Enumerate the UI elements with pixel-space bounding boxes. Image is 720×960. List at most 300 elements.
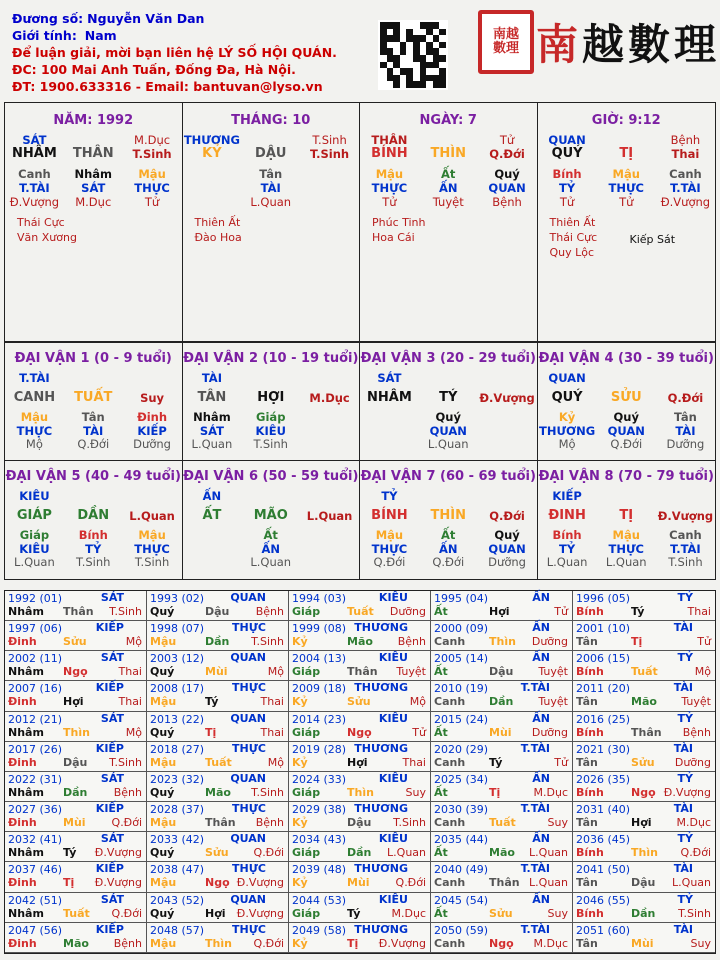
year-branch: Hợi [347, 755, 368, 769]
year-stem: Nhâm [8, 846, 44, 860]
year-stem: Giáp [292, 785, 321, 799]
year-branch: Tuất [347, 605, 374, 618]
year-label: 2043 (52) [150, 893, 205, 907]
year-branch: Mùi [205, 665, 228, 679]
year-cell [289, 893, 431, 923]
pillar-main-cell: QUÝ [551, 146, 583, 161]
star-item: Phúc Tinh [372, 216, 426, 229]
year-god: TỶ [677, 711, 693, 725]
year-god: KIẾP [95, 621, 124, 635]
year-cell [147, 712, 289, 742]
year-god: QUAN [230, 832, 266, 846]
year-god: THƯƠNG [354, 802, 408, 816]
pillar-hidden-cell: Bính [552, 167, 582, 181]
dai-van-god: QUAN [548, 371, 586, 385]
year-stage: Bệnh [682, 725, 711, 739]
dai-van-main-cell: TỊ [619, 507, 634, 523]
year-cell [5, 591, 147, 621]
year-label: 2016 (25) [576, 712, 631, 726]
year-god: KIẾP [95, 922, 124, 936]
dai-van-main-cell: Suy [140, 390, 165, 405]
year-stage: Dưỡng [531, 725, 568, 739]
year-label: 2018 (27) [150, 742, 205, 756]
dai-van-hidden-cell: Tân [81, 410, 105, 424]
year-label: 1994 (03) [292, 592, 347, 605]
dai-van-stage [5, 555, 182, 569]
year-stem: Mậu [150, 635, 177, 649]
year-branch: Sửu [205, 846, 229, 860]
year-label: 2050 (59) [434, 923, 489, 937]
dai-van-hidden-cell: Mậu [20, 410, 49, 424]
year-branch: Tuất [631, 665, 658, 679]
dai-van-gods-cell: THƯƠNG [538, 423, 596, 438]
year-stem: Kỷ [292, 635, 308, 649]
pillar-main-cell: THÌN [430, 146, 466, 161]
pillar-hidden-cell: Mậu [375, 167, 404, 181]
dai-van-top [360, 489, 537, 503]
pillar-extra-star: Kiếp Sát [629, 233, 676, 246]
year-cell [573, 802, 715, 832]
year-stem: Tân [576, 816, 598, 830]
year-stage: Bệnh [255, 605, 284, 618]
year-cell [147, 862, 289, 892]
pillar-stage-cell: Đ.Vượng [660, 195, 711, 209]
dai-van-main-cell: TÝ [439, 389, 458, 405]
phone-email-line: ĐT: 1900.633316 - Email: bantuvan@lyso.vn [12, 79, 323, 94]
pillar-hidden-cell: Canh [669, 167, 702, 181]
dai-van-main-cell: Q.Đới [667, 390, 704, 405]
pillar-main-cell: THÂN [72, 146, 114, 161]
dai-van-main [5, 391, 182, 405]
year-cell [5, 832, 147, 862]
year-cell [289, 862, 431, 892]
dai-van-main-cell: Đ.Vượng [479, 390, 535, 405]
dai-van-god: SÁT [377, 371, 402, 385]
year-label: 1998 (07) [150, 622, 205, 636]
year-cell [147, 591, 289, 621]
year-stem: Canh [434, 635, 466, 649]
dai-van-title: ĐẠI VẬN 1 (0 - 9 tuổi) [14, 351, 172, 366]
year-label: 2015 (24) [434, 712, 489, 726]
pillar-gods-cell: QUAN [488, 181, 526, 195]
dai-van-stage-cell: T.Sinh [76, 555, 111, 569]
year-god: KIÊU [378, 591, 408, 604]
year-stage: Thai [260, 695, 284, 709]
year-god: THỰC [232, 681, 266, 695]
year-branch: Dần [63, 785, 88, 799]
year-stem: Kỷ [292, 755, 308, 769]
year-stage: L.Quan [529, 876, 568, 890]
dai-van-main-cell: THÌN [430, 507, 466, 523]
pillar-main-cell: NHÂM [12, 146, 57, 161]
dai-van-5 [5, 461, 183, 579]
dai-van-god: ẤN [202, 489, 222, 503]
dai-van-stage-cell: Dưỡng [488, 555, 526, 569]
year-cell [5, 923, 147, 953]
pillar-stage-cell [300, 195, 359, 209]
dai-van-8 [538, 461, 716, 579]
year-cell [147, 651, 289, 681]
year-label: 2036 (45) [576, 833, 631, 847]
year-god: SÁT [100, 591, 124, 604]
year-branch: Mão [489, 846, 515, 860]
year-cell [147, 742, 289, 772]
year-cell [5, 712, 147, 742]
year-stem: Bính [576, 906, 604, 920]
year-branch: Thân [347, 665, 378, 679]
year-god: TÀI [673, 621, 693, 635]
dai-van-hidden-cell: Giáp [256, 410, 286, 424]
year-stage: M.Dục [533, 936, 568, 950]
year-god: ẤN [532, 651, 550, 665]
dai-van-main-cell: SỬU [610, 389, 642, 405]
pillar-top-cell: THƯƠNG [183, 133, 240, 147]
dai-van-hidden [183, 410, 360, 424]
dai-van-title: ĐẠI VẬN 7 (60 - 69 tuổi) [360, 469, 536, 484]
pillar-stage-cell: Tử [559, 195, 575, 209]
year-branch: Thìn [631, 846, 658, 860]
pillar-main-cell: Q.Đới [489, 147, 525, 161]
qr-code-icon [378, 20, 448, 90]
year-branch: Tý [489, 755, 503, 769]
year-stage: Tuyệt [396, 665, 426, 679]
year-branch: Dần [205, 635, 230, 649]
year-god: ẤN [532, 832, 550, 846]
dai-van-top [5, 489, 182, 503]
year-cell [289, 802, 431, 832]
year-stage: Dưỡng [531, 635, 568, 649]
dai-van-main [538, 391, 716, 405]
year-branch: Tuất [63, 906, 90, 920]
dai-van-stage-cell [300, 555, 359, 569]
year-branch: Tị [63, 876, 75, 890]
year-god: THƯƠNG [354, 621, 408, 635]
year-stem: Nhâm [8, 725, 44, 739]
pillar-stage-cell: Đ.Vượng [9, 195, 60, 209]
year-stage: Tử [554, 755, 568, 769]
dai-van-stage-cell: Dưỡng [666, 437, 705, 451]
year-branch: Hợi [205, 906, 226, 920]
blank [478, 371, 537, 385]
year-cell [573, 591, 715, 621]
year-cell [147, 681, 289, 711]
pillar-hidden-cell: Canh [18, 167, 51, 181]
year-god: KIẾP [95, 862, 124, 876]
dai-van-stage-cell [300, 437, 359, 451]
year-label: 2046 (55) [576, 893, 631, 907]
year-god: T.TÀI [520, 802, 550, 816]
pillar-title: NĂM: 1992 [53, 113, 134, 128]
dai-van-main-cell: NHÂM [367, 389, 412, 405]
year-cell [431, 742, 573, 772]
dai-van-god: T.TÀI [19, 371, 50, 385]
year-cell [289, 651, 431, 681]
year-god: SÁT [100, 711, 124, 725]
blank [64, 489, 123, 503]
pillar-top-cell: SÁT [22, 133, 47, 147]
star-item: Thiên Ất [549, 216, 596, 229]
dai-van-main [360, 391, 537, 405]
pillar-main-cell: DẬU [255, 146, 287, 161]
dai-van-stage [360, 555, 537, 569]
dai-van-main-cell: L.Quan [306, 508, 353, 523]
dai-van-hidden-cell: Kỷ [558, 410, 576, 424]
year-god: TÀI [673, 681, 693, 695]
dai-van-title: ĐẠI VẬN 3 (20 - 29 tuổi) [360, 351, 536, 366]
year-stem: Canh [434, 876, 466, 890]
year-label: 2044 (53) [292, 893, 347, 907]
dai-van-main-cell: TÂN [197, 389, 227, 405]
year-label: 2022 (31) [8, 772, 63, 786]
year-branch: Sửu [347, 695, 371, 709]
pillar-top-cell [64, 133, 123, 147]
year-stem: Kỷ [292, 695, 308, 709]
pillar-stage [5, 195, 182, 209]
dai-van-hidden-cell: Quý [494, 528, 520, 542]
year-stage: Tuyệt [538, 695, 568, 709]
dai-van-title: ĐẠI VẬN 8 (70 - 79 tuổi) [538, 469, 714, 484]
pillar-main [360, 147, 537, 161]
year-label: 2047 (56) [8, 923, 63, 937]
dai-van-gods-cell: KIẾP [137, 423, 167, 438]
year-stage: Thai [687, 605, 711, 618]
year-branch: Dậu [631, 876, 656, 890]
dai-van-main-cell: M.Dục [309, 390, 350, 405]
dai-van-hidden-cell: Ất [263, 528, 278, 542]
year-branch: Mão [63, 936, 89, 950]
dai-van-main [183, 509, 360, 523]
dai-van-gods [538, 542, 716, 556]
year-label: 2013 (22) [150, 712, 205, 726]
dai-van-stage-cell: L.Quan [427, 437, 469, 451]
year-cell [147, 832, 289, 862]
year-stem: Quý [150, 785, 175, 799]
dai-van-3 [360, 343, 538, 461]
star-item: Văn Xương [17, 231, 77, 244]
year-god: TÀI [673, 741, 693, 755]
year-branch: Mùi [631, 936, 654, 950]
pillar-stars [538, 215, 716, 260]
year-label: 2007 (16) [8, 682, 63, 696]
pillar-gods-cell [183, 181, 242, 195]
dai-van-stage-cell: L.Quan [250, 555, 292, 569]
year-god: THỰC [232, 802, 266, 816]
dai-van-stage [538, 437, 716, 451]
blank [597, 489, 656, 503]
dai-van-main-cell: TUẤT [74, 389, 113, 405]
year-label: 2023 (32) [150, 772, 205, 786]
dai-van-stage-cell: L.Quan [14, 555, 55, 569]
year-label: 2012 (21) [8, 712, 63, 726]
year-branch: Sửu [489, 906, 513, 920]
year-branch: Mùi [347, 876, 370, 890]
dai-van-hidden-cell [478, 410, 537, 424]
year-god: KIẾP [95, 681, 124, 695]
dai-van-hidden-cell: Ất [441, 528, 456, 542]
year-stem: Mậu [150, 816, 177, 830]
dai-van-main-cell: DẦN [77, 507, 110, 523]
dai-van-hidden-cell: Mậu [138, 528, 166, 542]
blank [123, 371, 182, 385]
year-god: THƯƠNG [354, 922, 408, 936]
year-god: TỶ [677, 832, 693, 846]
year-cell [147, 621, 289, 651]
year-god: T.TÀI [520, 741, 550, 755]
pillar-gods-cell: THỰC [608, 181, 644, 195]
dai-van-main-cell: HỢI [257, 389, 285, 405]
dai-van-main-cell: L.Quan [129, 508, 175, 523]
year-god: QUAN [230, 651, 266, 665]
year-branch: Ngọ [63, 665, 88, 679]
year-stage: Đ.Vượng [236, 876, 284, 890]
year-label: 1993 (02) [150, 592, 205, 605]
year-stage: M.Dục [533, 785, 568, 799]
dai-van-stage [183, 555, 360, 569]
year-god: KIÊU [378, 892, 408, 906]
year-cell [431, 712, 573, 742]
dai-van-7 [360, 461, 538, 579]
dai-van-gods-cell: QUAN [607, 423, 645, 438]
pillar-main-cell: BÍNH [371, 146, 408, 161]
dai-van-gods [360, 424, 537, 438]
year-branch: Mùi [489, 725, 512, 739]
year-label: 2041 (50) [576, 863, 631, 877]
year-stage: Bệnh [397, 635, 426, 649]
year-stem: Mậu [150, 755, 177, 769]
year-god: THƯƠNG [354, 681, 408, 695]
year-label: 2045 (54) [434, 893, 489, 907]
dai-van-gods [5, 542, 182, 556]
year-god: TÀI [673, 862, 693, 876]
year-god: TÀI [673, 802, 693, 816]
year-stem: Đinh [8, 876, 37, 890]
dai-van-panel [4, 342, 716, 580]
year-god: KIÊU [378, 711, 408, 725]
pillar-gods-cell: ẤN [438, 181, 458, 195]
year-label: 2037 (46) [8, 863, 63, 877]
dai-van-stage-cell: T.Sinh [668, 555, 703, 569]
dai-van-hidden-cell [183, 528, 242, 542]
dai-van-main-cell: Đ.Vượng [657, 508, 714, 523]
year-god: KIÊU [378, 651, 408, 665]
year-stage: T.Sinh [393, 816, 426, 830]
year-stage: Mộ [125, 725, 142, 739]
dai-van-hidden-cell: Nhâm [193, 410, 231, 424]
year-stage: M.Dục [391, 906, 426, 920]
year-stage: Đ.Vượng [378, 936, 426, 950]
dai-van-top [183, 371, 360, 385]
year-stage: Tuyệt [681, 695, 711, 709]
year-stage: Mộ [267, 755, 284, 769]
year-branch: Thân [489, 876, 520, 890]
year-label: 2040 (49) [434, 863, 489, 877]
year-stage: Thai [260, 725, 284, 739]
pillar-top-cell: M.Dục [134, 133, 171, 147]
year-label: 2032 (41) [8, 833, 63, 847]
year-branch: Dần [631, 906, 656, 920]
dai-van-gods-cell: QUAN [488, 541, 526, 556]
year-stage: Thai [118, 695, 142, 709]
gender-label: Giới tính: [12, 28, 77, 43]
dai-van-main [5, 509, 182, 523]
pillar-title: GIỜ: 9:12 [591, 113, 661, 128]
dai-van-gods-cell: T.TÀI [670, 541, 701, 556]
year-label: 2001 (10) [576, 622, 631, 636]
pillar-gods-cell: TÀI [260, 181, 281, 195]
year-stage: Suy [547, 816, 568, 830]
dai-van-hidden-cell [300, 410, 359, 424]
dai-van-main-cell: QUÝ [551, 389, 583, 405]
year-god: ẤN [532, 591, 550, 604]
brand-logo: 南越數理 [536, 20, 720, 69]
dai-van-gods-cell: QUAN [429, 423, 467, 438]
pillar-stage [183, 195, 360, 209]
year-stage: Dưỡng [674, 755, 711, 769]
dai-van-top [5, 371, 182, 385]
year-stem: Ất [434, 665, 448, 679]
year-branch: Mùi [63, 816, 86, 830]
year-god: TỶ [677, 892, 693, 906]
year-branch: Dậu [205, 605, 230, 618]
year-label: 2038 (47) [150, 863, 205, 877]
year-label: 1999 (08) [292, 622, 347, 636]
dai-van-main [360, 509, 537, 523]
dai-van-god: KIÊU [19, 489, 50, 503]
year-branch: Thân [631, 725, 662, 739]
year-god: KIẾP [95, 802, 124, 816]
year-stage: T.Sinh [678, 906, 711, 920]
year-cell [289, 621, 431, 651]
pillar-gods-cell: TỶ [558, 181, 576, 195]
year-branch: Thân [205, 816, 236, 830]
year-god: SÁT [100, 832, 124, 846]
year-cell [289, 772, 431, 802]
year-stem: Đinh [8, 816, 37, 830]
dai-van-title: ĐẠI VẬN 6 (50 - 59 tuổi) [183, 469, 359, 484]
pillar-stage-cell: Tử [619, 195, 634, 209]
dai-van-stage-cell: Q.Đới [373, 555, 406, 569]
year-label: 1997 (06) [8, 622, 63, 636]
seal-stamp [478, 10, 534, 74]
pillar-top-cell [241, 133, 300, 147]
year-cell [289, 923, 431, 953]
year-stage: Q.Đới [680, 846, 711, 860]
year-label: 1995 (04) [434, 592, 489, 605]
year-label: 2028 (37) [150, 803, 205, 817]
dai-van-main [538, 509, 716, 523]
year-label: 2011 (20) [576, 682, 631, 696]
year-label: 2034 (43) [292, 833, 347, 847]
year-label: 2000 (09) [434, 622, 489, 636]
year-branch: Dậu [347, 816, 372, 830]
year-stage: Tử [412, 725, 426, 739]
year-branch: Tị [489, 785, 501, 799]
year-label: 2027 (36) [8, 803, 63, 817]
pillar-gods-cell: THỰC [134, 181, 170, 195]
year-branch: Mão [205, 785, 231, 799]
year-god: KIẾP [95, 741, 124, 755]
pillar-main-cell: KỶ [202, 146, 222, 161]
blank [597, 371, 656, 385]
dai-van-stage [538, 555, 716, 569]
year-stem: Nhâm [8, 906, 44, 920]
dai-van-gods-cell: ẤN [261, 541, 280, 556]
year-stem: Giáp [292, 665, 321, 679]
year-cell [573, 621, 715, 651]
pillar-gods [538, 181, 716, 195]
year-stem: Nhâm [8, 785, 44, 799]
year-stem: Bính [576, 785, 604, 799]
